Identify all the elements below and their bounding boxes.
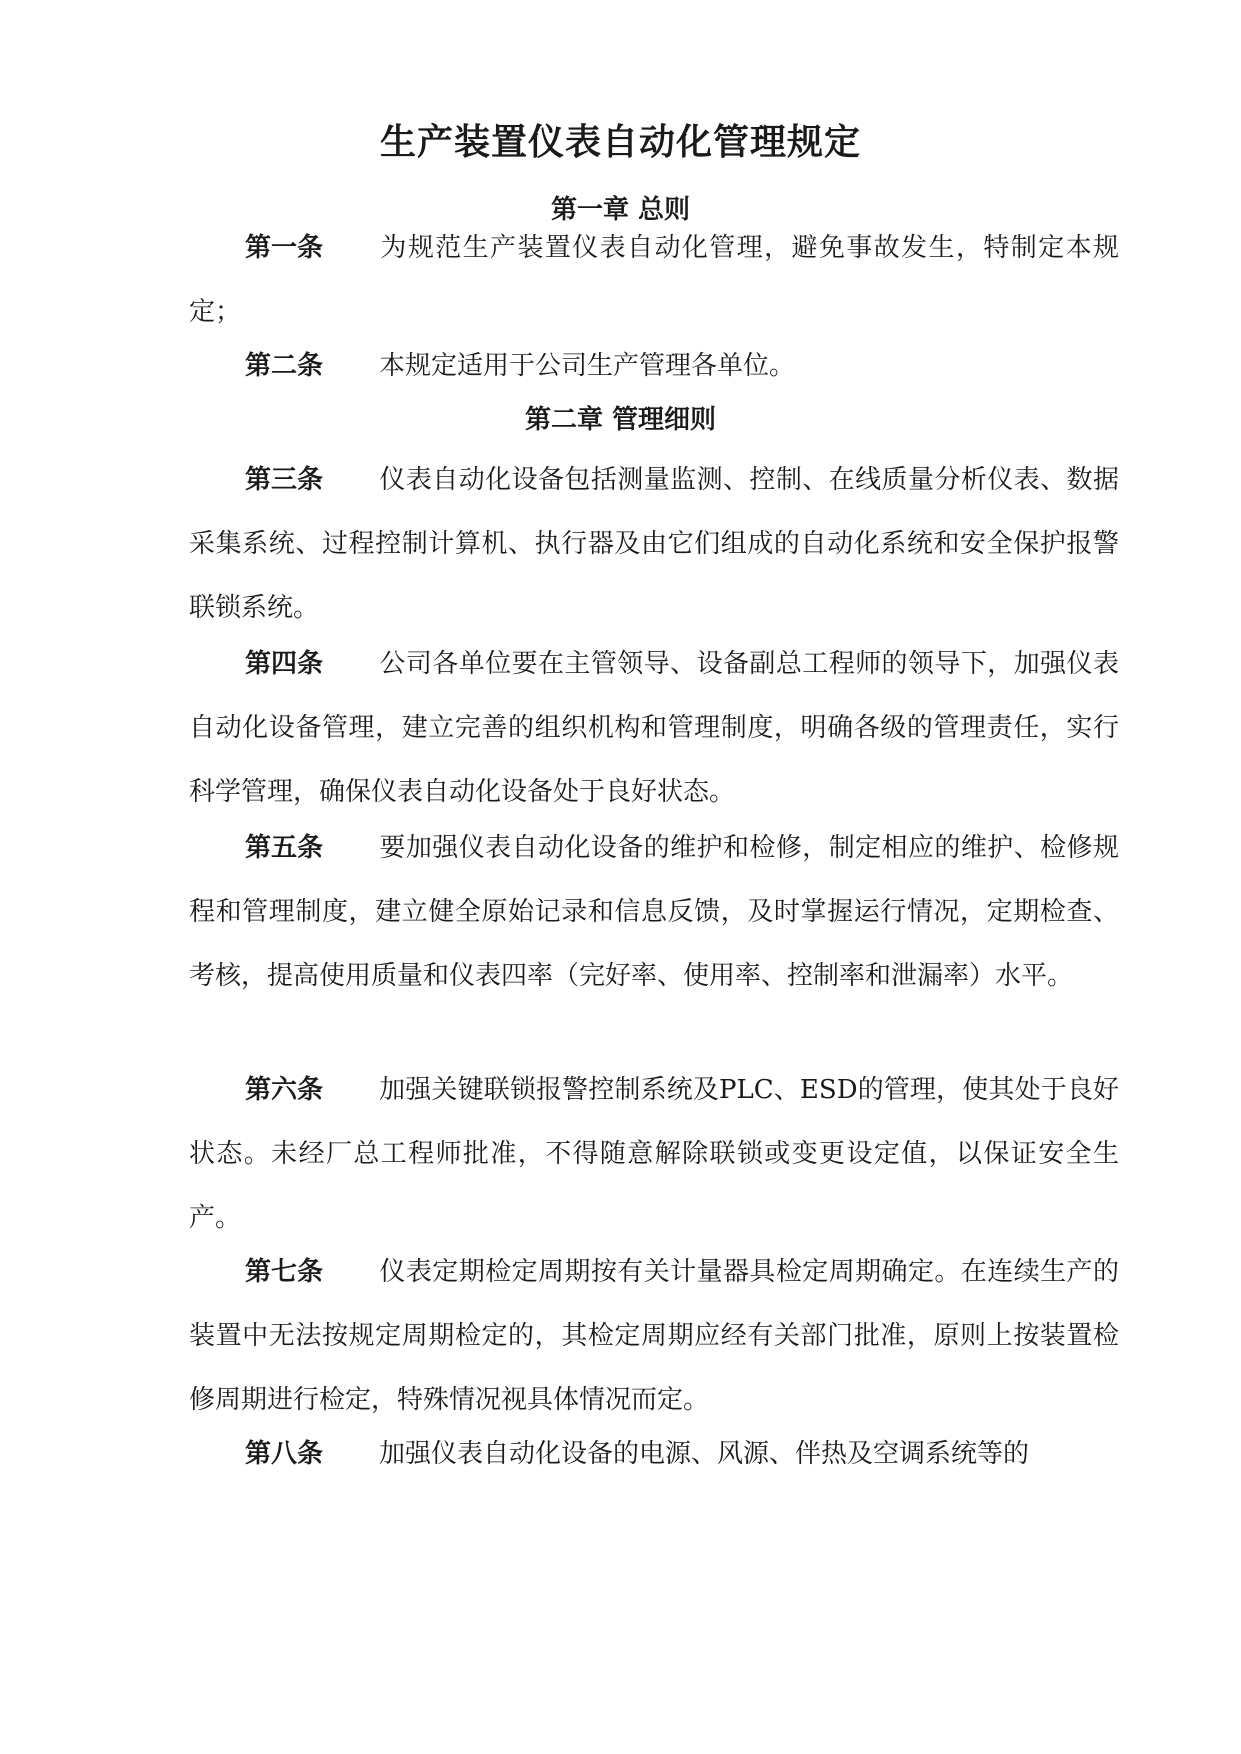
article-text: 仪表定期检定周期按有关计量器具检定周期确定。在连续生产的装置中无法按规定周期检定的，其检定周期应经有关部门批准，原则上按装置检修周期进行检定，特殊情况视具体情况而定。 [189, 1257, 1119, 1415]
article-number: 第四条 [245, 649, 324, 679]
article-8 [189, 1422, 1119, 1486]
article-3 [189, 448, 1119, 640]
article-number: 第三条 [245, 465, 324, 495]
chapter-heading-1: 第一章 总则 [550, 195, 691, 225]
article-text: 加强关键联锁报警控制系统及PLC、ESD的管理，使其处于良好状态。未经厂总工程师批准，不得随意解除联锁或变更设定值，以保证安全生产。 [189, 1075, 1119, 1233]
document-title: 生产装置仪表自动化管理规定 [379, 122, 861, 163]
chapter-heading-2: 第二章 管理细则 [524, 405, 717, 435]
article-number: 第五条 [245, 833, 324, 863]
article-5 [189, 816, 1119, 1008]
article-text: 加强仪表自动化设备的电源、风源、伴热及空调系统等的 [379, 1439, 1030, 1469]
article-4 [189, 632, 1119, 824]
article-text: 本规定适用于公司生产管理各单位。 [379, 351, 796, 381]
article-2 [189, 334, 1119, 398]
article-1 [189, 216, 1119, 344]
article-number: 第一条 [245, 233, 324, 263]
article-number: 第六条 [245, 1075, 324, 1105]
article-text: 仪表自动化设备包括测量监测、控制、在线质量分析仪表、数据采集系统、过程控制计算机、执行器及由它们组成的自动化系统和安全保护报警联锁系统。 [189, 465, 1119, 623]
article-number: 第七条 [245, 1257, 324, 1287]
article-6 [189, 1058, 1119, 1250]
article-text: 要加强仪表自动化设备的维护和检修，制定相应的维护、检修规程和管理制度，建立健全原始记录和信息反馈，及时掌握运行情况，定期检查、考核，提高使用质量和仪表四率（完好率、使用率、控制率和泄漏率）水平。 [189, 833, 1119, 991]
article-text: 公司各单位要在主管领导、设备副总工程师的领导下，加强仪表自动化设备管理，建立完善的组织机构和管理制度，明确各级的管理责任，实行科学管理，确保仪表自动化设备处于良好状态。 [189, 649, 1119, 807]
article-text: 为规范生产装置仪表自动化管理，避免事故发生，特制定本规定； [189, 233, 1119, 327]
article-number: 第二条 [245, 351, 324, 381]
article-7 [189, 1240, 1119, 1432]
article-number: 第八条 [245, 1439, 324, 1469]
